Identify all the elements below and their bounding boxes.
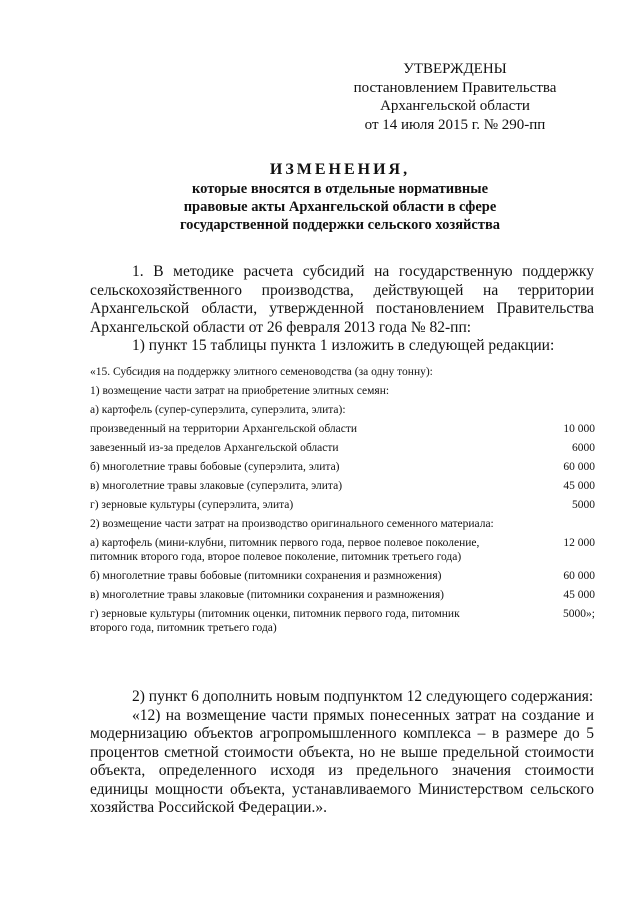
title-sub-2: правовые акты Архангельской области в сфере [183,199,497,215]
table-row [90,588,595,602]
row-value: 5000»; [563,608,595,620]
body-text-2 [90,688,594,818]
paragraph-2: «12) на возмещение части прямых понесенных затрат на создание и модернизацию объектов агропромышленного комплекса – в размере до 5 процентов сметной стоимости объекта, но не выше предельной стоимости объекта, определенного исходя из предельного значения стоимости единицы мощности объекта, устанавливаемого Министерством сельского хозяйства Российской Федерации.». [90,706,594,816]
approval-line-1: постановлением Правительства [353,79,557,96]
body-text [90,263,594,356]
table-heading: «15. Субсидия на поддержку элитного семеноводства (за одну тонну): [90,366,433,378]
table-section-1: 1) возмещение части затрат на приобретение элитных семян: [90,385,390,397]
row-label: произведенный на территории Архангельской области [90,423,358,435]
approval-line-2: Архангельской области [380,98,530,114]
row-value: 12 000 [563,537,595,549]
row-label: в) многолетние травы злаковые (суперэлита, элита) [90,480,343,492]
row-label: в) многолетние травы злаковые (питомники сохранения и размножения) [90,589,444,601]
row-label: г) зерновые культуры (суперэлита, элита) [90,499,294,511]
table-row [90,607,595,635]
row-value: 10 000 [563,423,595,435]
row-label: б) многолетние травы бобовые (питомники сохранения и размножения) [90,570,442,582]
table-row [90,536,595,564]
title-sub-3: государственной поддержки сельского хозяйства [179,217,501,233]
table-row [90,498,595,512]
document-title [90,160,590,234]
table-row [90,569,595,583]
paragraph-1: 1. В методике расчета субсидий на государственную поддержку сельскохозяйственного производства, действующей на территории Архангельской области, утвержденной постановлением Правительства Архангельской области от 26 февраля 2013 года № 82-пп: [90,263,594,336]
approval-line-3: от 14 июля 2015 г. № 290-пп [364,116,546,133]
approval-title: УТВЕРЖДЕНЫ [403,61,507,77]
title-main: ИЗМЕНЕНИЯ, [269,161,411,178]
row-label: а) картофель (мини-клубни, питомник первого года, первое полевое поколение, питомник второго года, второе полевое поколение, питомник третьего года) [90,537,480,563]
table-row [90,422,595,436]
subsidy-table [90,365,595,640]
item-1: 1) пункт 15 таблицы пункта 1 изложить в следующей редакции: [132,337,555,354]
table-row [90,460,595,474]
row-value: 6000 [572,442,595,454]
row-label: г) зерновые культуры (питомник оценки, питомник первого года, питомник второго года, питомник третьего года) [90,608,460,634]
row-value: 60 000 [563,570,595,582]
title-sub-1: которые вносятся в отдельные нормативные [191,181,489,197]
table-subsection-a: а) картофель (супер-суперэлита, суперэлита, элита): [90,404,346,416]
table-row [90,441,595,455]
row-value: 5000 [572,499,595,511]
row-value: 45 000 [563,589,595,601]
row-value: 45 000 [563,480,595,492]
row-label: завезенный из-за пределов Архангельской области [90,442,339,454]
row-label: б) многолетние травы бобовые (суперэлита, элита) [90,461,340,473]
table-section-2: 2) возмещение части затрат на производство оригинального семенного материала: [90,518,494,530]
item-2: 2) пункт 6 дополнить новым подпунктом 12 следующего содержания: [132,688,594,705]
table-row [90,479,595,493]
approval-stamp [330,60,580,134]
row-value: 60 000 [563,461,595,473]
